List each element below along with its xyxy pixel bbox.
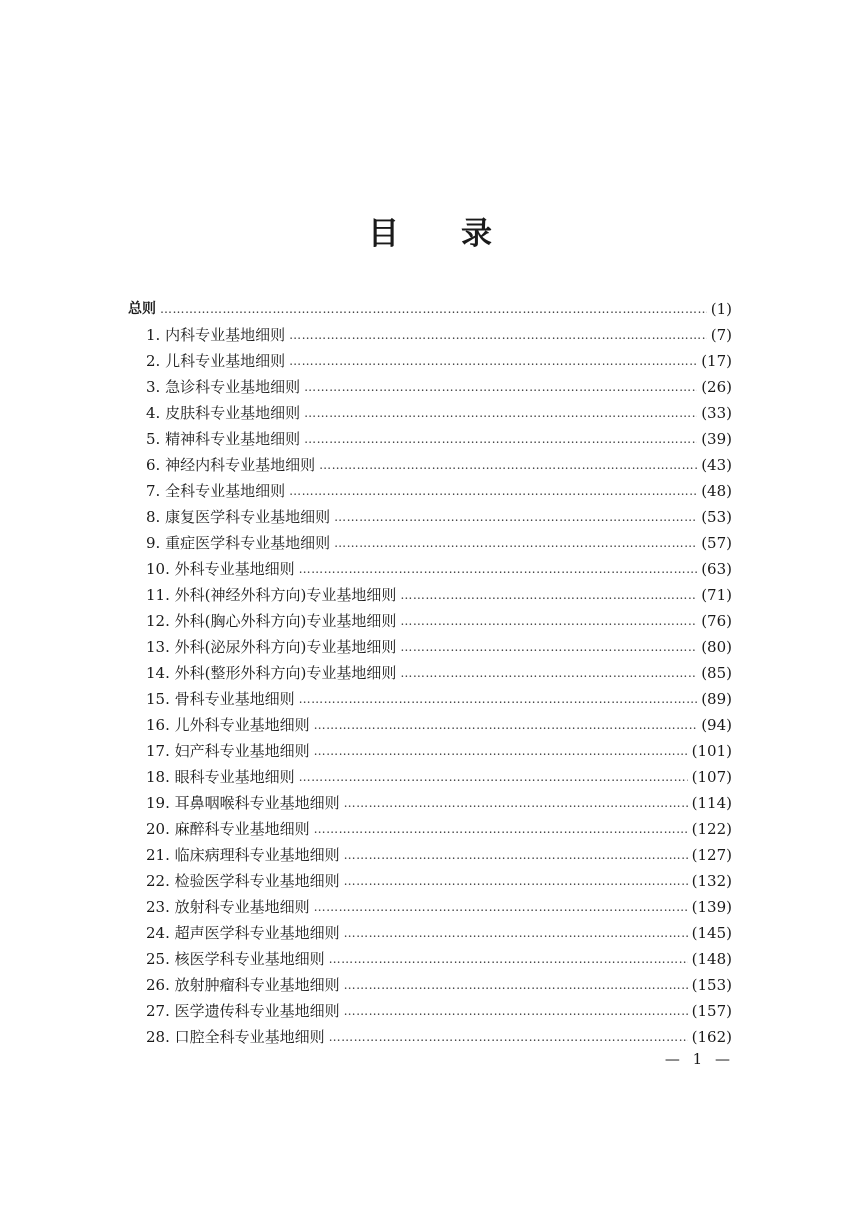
toc-entry[interactable] bbox=[146, 790, 732, 816]
toc-entry-page: (76) bbox=[701, 612, 732, 630]
toc-entry-page: (63) bbox=[701, 560, 732, 578]
toc-entry-label: 6. 神经内科专业基地细则 bbox=[146, 456, 316, 474]
toc-entry-label: 3. 急诊科专业基地细则 bbox=[146, 378, 301, 396]
toc-leader-dots bbox=[344, 790, 688, 816]
toc-entry-label: 27. 医学遗传科专业基地细则 bbox=[146, 1002, 340, 1020]
toc-entry-label: 10. 外科专业基地细则 bbox=[146, 560, 295, 578]
toc-entry-page: (127) bbox=[691, 846, 732, 864]
toc-leader-dots bbox=[344, 972, 688, 998]
toc-entry-label: 18. 眼科专业基地细则 bbox=[146, 768, 295, 786]
toc-entry[interactable] bbox=[146, 374, 732, 400]
toc-entry[interactable] bbox=[146, 322, 732, 348]
toc-entry-label: 9. 重症医学科专业基地细则 bbox=[146, 534, 331, 552]
toc-entry-label: 13. 外科(泌尿外科方向)专业基地细则 bbox=[146, 638, 397, 656]
toc-leader-dots bbox=[314, 894, 688, 920]
toc-leader-dots bbox=[314, 738, 688, 764]
toc-entry-page: (101) bbox=[691, 742, 732, 760]
toc-entry[interactable] bbox=[146, 972, 732, 998]
toc-entry-page: (1) bbox=[710, 300, 732, 318]
toc-leader-dots bbox=[329, 1024, 688, 1050]
toc-entry[interactable] bbox=[146, 426, 732, 452]
toc-leader-dots bbox=[299, 556, 698, 582]
toc-entry[interactable] bbox=[146, 946, 732, 972]
toc-leader-dots bbox=[344, 920, 688, 946]
toc-leader-dots bbox=[329, 946, 688, 972]
toc-entry-label: 24. 超声医学科专业基地细则 bbox=[146, 924, 340, 942]
toc-entry-label: 19. 耳鼻咽喉科专业基地细则 bbox=[146, 794, 340, 812]
toc-entry-label: 28. 口腔全科专业基地细则 bbox=[146, 1028, 325, 1046]
toc-entry[interactable] bbox=[146, 738, 732, 764]
toc-leader-dots bbox=[304, 426, 697, 452]
toc-entry-page: (43) bbox=[701, 456, 732, 474]
toc-entry-page: (132) bbox=[691, 872, 732, 890]
toc-entry[interactable] bbox=[146, 816, 732, 842]
toc-entry-page: (71) bbox=[701, 586, 732, 604]
toc-entry-label: 20. 麻醉科专业基地细则 bbox=[146, 820, 310, 838]
toc-leader-dots bbox=[304, 374, 697, 400]
toc-leader-dots bbox=[299, 686, 698, 712]
toc-entry[interactable] bbox=[146, 400, 732, 426]
toc-leader-dots bbox=[289, 348, 697, 374]
toc-leader-dots bbox=[319, 452, 697, 478]
toc-entry-label: 25. 核医学科专业基地细则 bbox=[146, 950, 325, 968]
toc-entry-page: (48) bbox=[701, 482, 732, 500]
toc-entry[interactable] bbox=[146, 478, 732, 504]
toc-entry-page: (26) bbox=[701, 378, 732, 396]
toc-leader-dots bbox=[299, 764, 688, 790]
toc-entry-label: 23. 放射科专业基地细则 bbox=[146, 898, 310, 916]
toc-leader-dots bbox=[344, 868, 688, 894]
toc-entry[interactable] bbox=[146, 634, 732, 660]
toc-entry-label: 8. 康复医学科专业基地细则 bbox=[146, 508, 331, 526]
toc-leader-dots bbox=[344, 998, 688, 1024]
title-char-2: 录 bbox=[461, 216, 492, 252]
toc-entry[interactable] bbox=[146, 686, 732, 712]
toc-leader-dots bbox=[314, 712, 698, 738]
toc-entry-label: 5. 精神科专业基地细则 bbox=[146, 430, 301, 448]
toc-entry-page: (94) bbox=[701, 716, 732, 734]
toc-entry-page: (53) bbox=[701, 508, 732, 526]
toc-entry-label: 16. 儿外科专业基地细则 bbox=[146, 716, 310, 734]
toc-entry-page: (114) bbox=[691, 794, 732, 812]
toc-leader-dots bbox=[400, 608, 697, 634]
toc-entry-general[interactable] bbox=[128, 296, 732, 322]
title-char-1: 目 bbox=[368, 216, 399, 252]
toc-leader-dots bbox=[334, 504, 697, 530]
toc-leader-dots bbox=[400, 660, 697, 686]
toc-entry-page: (157) bbox=[691, 1002, 732, 1020]
toc-leader-dots bbox=[344, 842, 688, 868]
toc-leader-dots bbox=[289, 478, 697, 504]
toc-entry-page: (17) bbox=[701, 352, 732, 370]
toc-entry-page: (153) bbox=[691, 976, 732, 994]
toc-leader-dots bbox=[289, 322, 707, 348]
toc-entry-page: (33) bbox=[701, 404, 732, 422]
toc-entry-page: (80) bbox=[701, 638, 732, 656]
toc-entry[interactable] bbox=[146, 608, 732, 634]
toc-entry-label: 17. 妇产科专业基地细则 bbox=[146, 742, 310, 760]
toc-entry-label: 1. 内科专业基地细则 bbox=[146, 326, 286, 344]
toc-leader-dots bbox=[304, 400, 697, 426]
toc-entry[interactable] bbox=[146, 348, 732, 374]
toc-entry[interactable] bbox=[146, 842, 732, 868]
toc-entry[interactable] bbox=[146, 894, 732, 920]
toc-entry-page: (57) bbox=[701, 534, 732, 552]
toc-entry-page: (162) bbox=[691, 1028, 732, 1046]
toc-entry-page: (89) bbox=[701, 690, 732, 708]
toc-entry-label: 11. 外科(神经外科方向)专业基地细则 bbox=[146, 586, 397, 604]
toc-entry[interactable] bbox=[146, 582, 732, 608]
toc-entry[interactable] bbox=[146, 712, 732, 738]
toc-entry[interactable] bbox=[146, 764, 732, 790]
toc-entry-page: (122) bbox=[691, 820, 732, 838]
toc-entry[interactable] bbox=[146, 556, 732, 582]
toc-leader-dots bbox=[160, 296, 707, 322]
toc-entry-page: (145) bbox=[691, 924, 732, 942]
toc-entry-label: 总则 bbox=[128, 301, 156, 317]
toc-entry-label: 2. 儿科专业基地细则 bbox=[146, 352, 286, 370]
toc-entry[interactable] bbox=[146, 1024, 732, 1050]
toc-leader-dots bbox=[334, 530, 697, 556]
toc-entry[interactable] bbox=[146, 530, 732, 556]
toc-entry-page: (7) bbox=[710, 326, 732, 344]
toc-entry[interactable] bbox=[146, 452, 732, 478]
toc-leader-dots bbox=[314, 816, 688, 842]
page-number: — 1 — bbox=[664, 1050, 734, 1068]
toc-entry[interactable] bbox=[146, 868, 732, 894]
toc-entry[interactable] bbox=[146, 660, 732, 686]
toc-entry[interactable] bbox=[146, 504, 732, 530]
toc-entry-label: 21. 临床病理科专业基地细则 bbox=[146, 846, 340, 864]
toc-entry-label: 22. 检验医学科专业基地细则 bbox=[146, 872, 340, 890]
toc-entry-label: 12. 外科(胸心外科方向)专业基地细则 bbox=[146, 612, 397, 630]
toc-entry-page: (39) bbox=[701, 430, 732, 448]
toc-entry-label: 14. 外科(整形外科方向)专业基地细则 bbox=[146, 664, 397, 682]
toc-entry[interactable] bbox=[146, 920, 732, 946]
toc-leader-dots bbox=[400, 634, 697, 660]
toc-entry-label: 26. 放射肿瘤科专业基地细则 bbox=[146, 976, 340, 994]
toc-entry-page: (107) bbox=[691, 768, 732, 786]
toc-entry-page: (148) bbox=[691, 950, 732, 968]
toc-entry[interactable] bbox=[146, 998, 732, 1024]
page-title bbox=[0, 208, 860, 253]
toc-leader-dots bbox=[400, 582, 697, 608]
toc-entry-label: 4. 皮肤科专业基地细则 bbox=[146, 404, 301, 422]
toc-entry-label: 15. 骨科专业基地细则 bbox=[146, 690, 295, 708]
toc-entry-page: (85) bbox=[701, 664, 732, 682]
toc-entry-label: 7. 全科专业基地细则 bbox=[146, 482, 286, 500]
toc-entry-page: (139) bbox=[691, 898, 732, 916]
